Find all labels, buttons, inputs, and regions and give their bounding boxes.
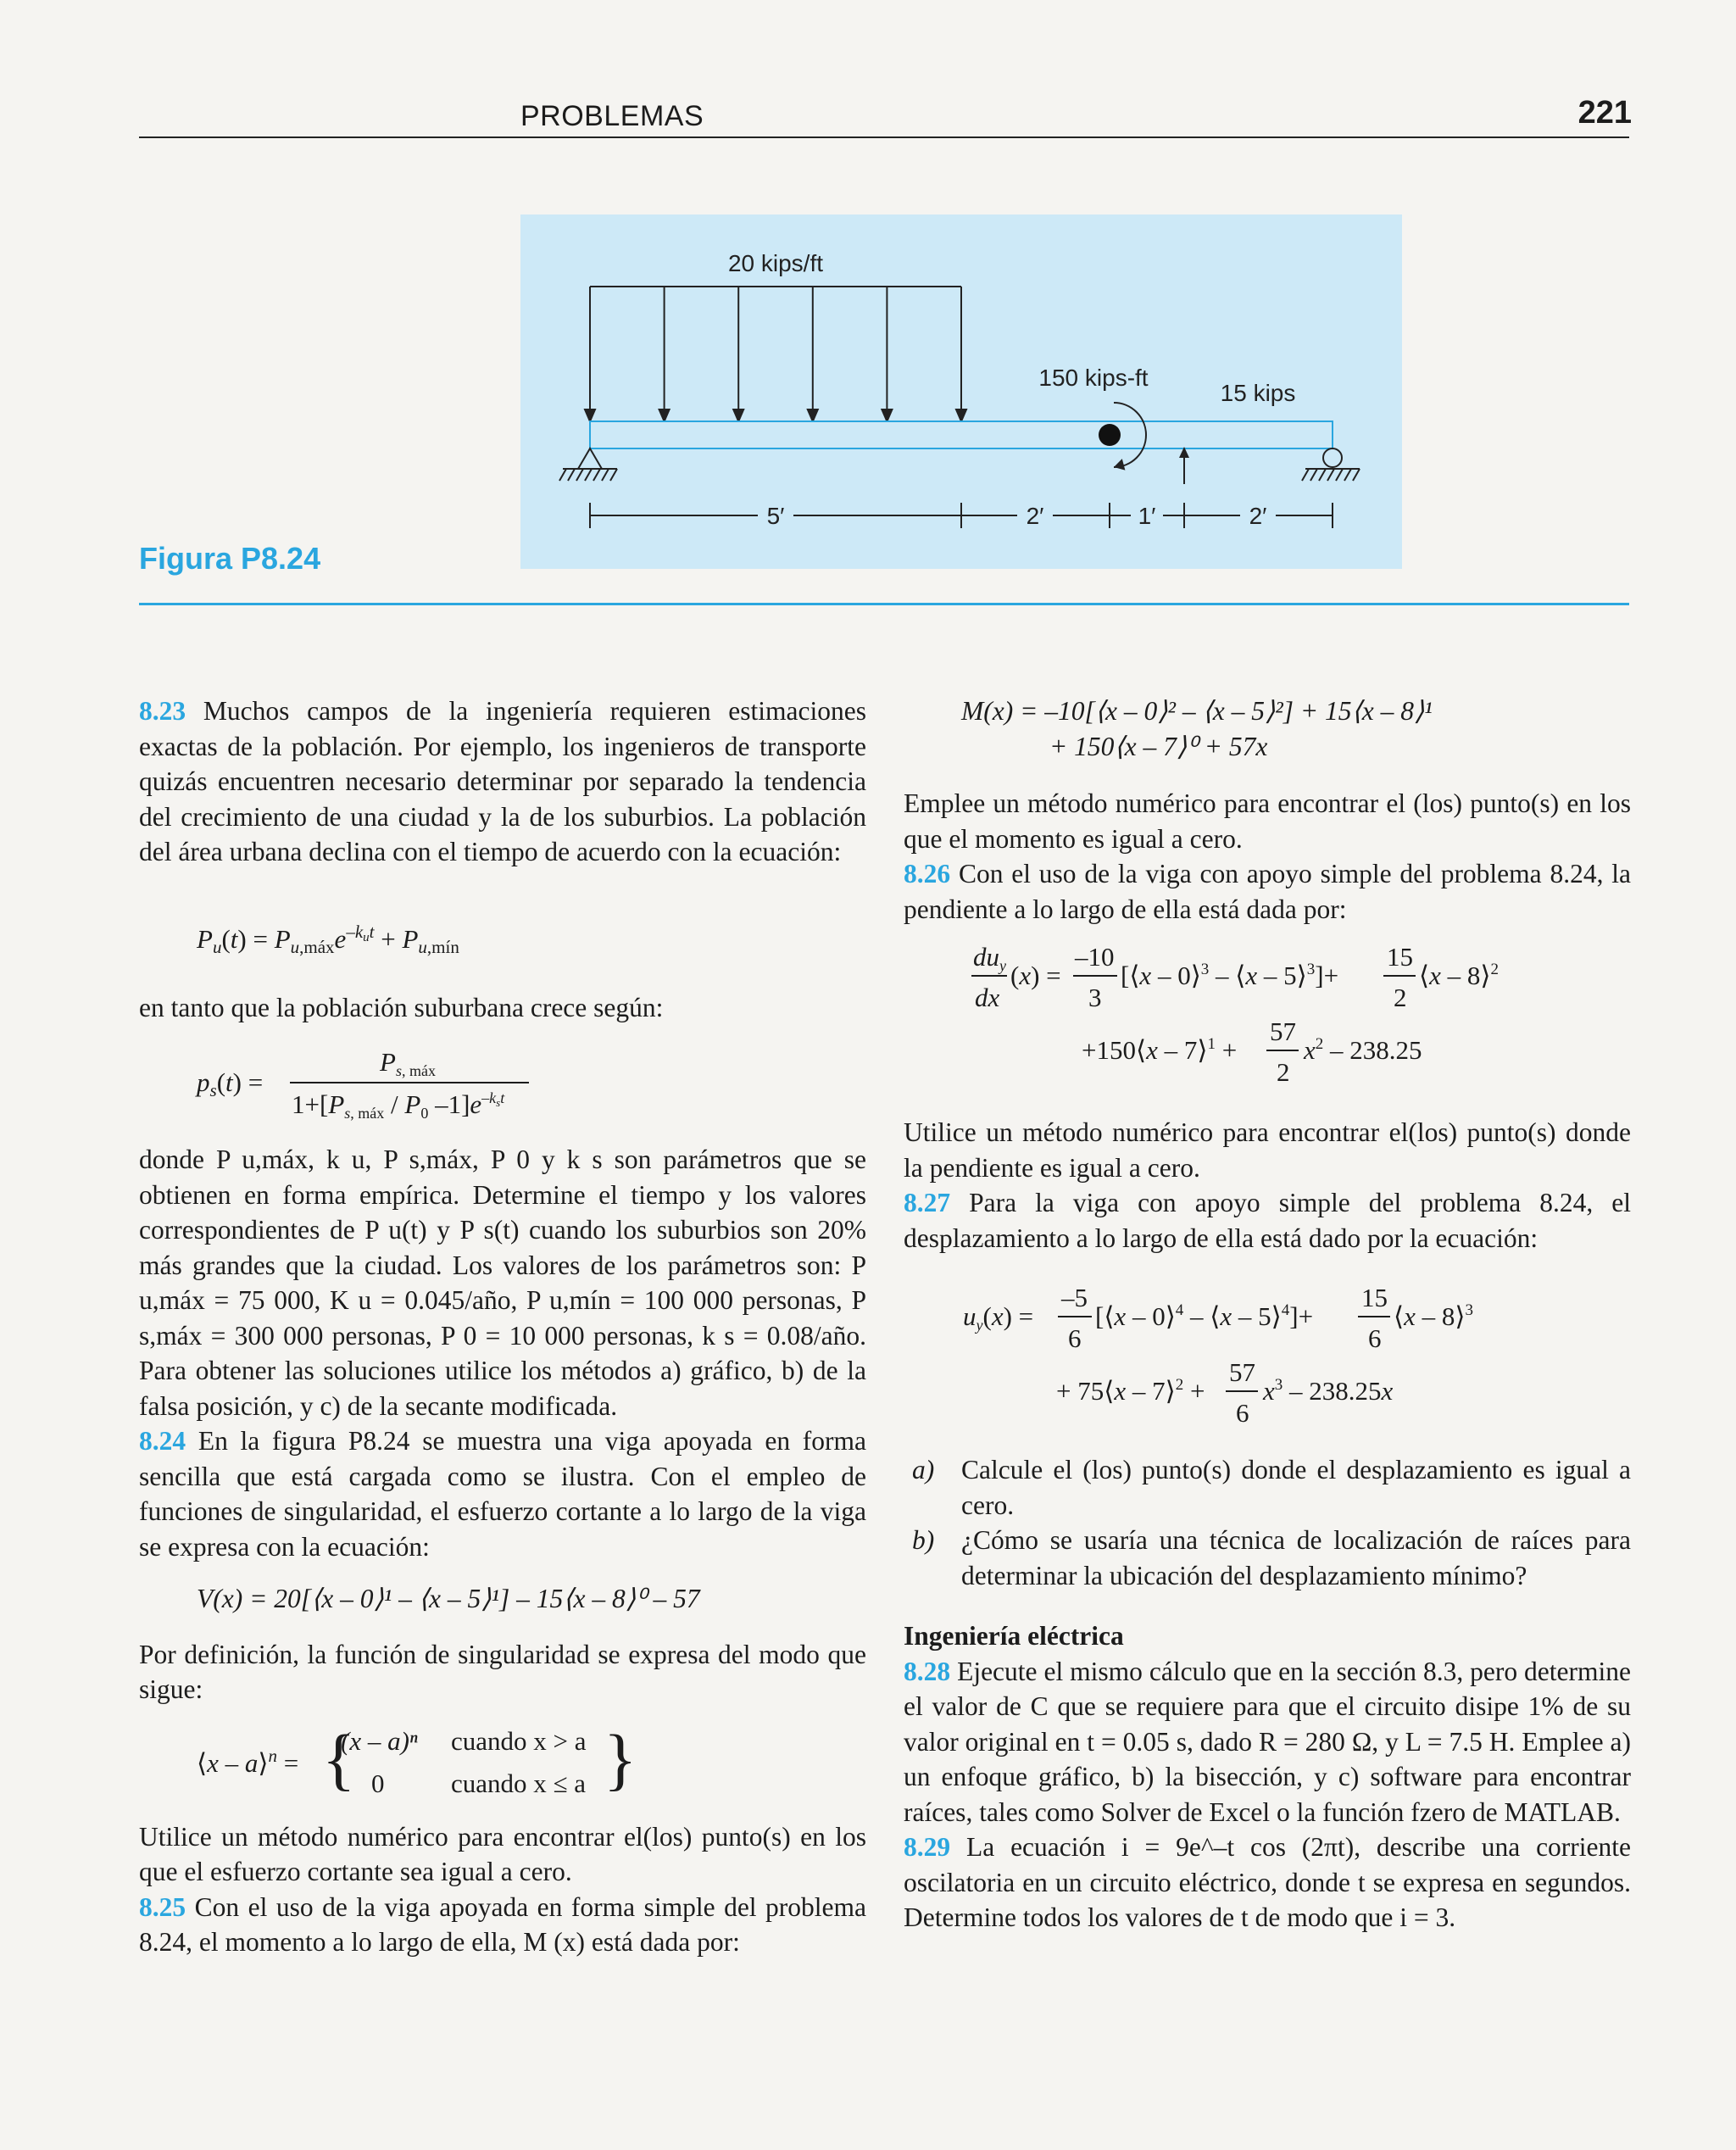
page-number: 221 (1577, 95, 1632, 131)
left-column (139, 693, 866, 1960)
section-heading: Ingeniería eléctrica (904, 1621, 1124, 1651)
svg-text:⟨x – 8⟩3: ⟨x – 8⟩$^3$ (1394, 1301, 1473, 1331)
svg-text:57: 57 (1270, 1017, 1296, 1046)
svg-text:[⟨x – 0⟩4 – ⟨x – 5⟩4]+: [⟨x – 0⟩$^4$ – ⟨x – 5⟩$^4$]+ (1095, 1301, 1314, 1331)
equation-slope-line2 (904, 1015, 1633, 1093)
svg-text:57: 57 (1229, 1357, 1255, 1387)
svg-text:x2 – 238.25: $x^2 - 238.25$ (1304, 1035, 1422, 1065)
problem-text: En la figura P8.24 se muestra una viga apoyada en forma sencilla que está cargada como se ilustra. Con el empleo de funciones de singularidad, el esfuerzo cortante a lo largo de la viga se expresa con la ecuación: (139, 1426, 866, 1562)
svg-text:Pu(t) = Pu,máxe–kut + Pu,mín: Pu(t) = Pu,máxe–kut + Pu,mín (197, 921, 459, 957)
force-label: 15 kips (1220, 380, 1296, 406)
between-equations-text: en tanto que la población suburbana crece según: (139, 992, 664, 1022)
svg-text:3: 3 (1088, 983, 1102, 1012)
svg-text:2: 2 (1394, 983, 1407, 1012)
svg-text:6: 6 (1068, 1323, 1082, 1353)
dim-2ft-b: 2′ (1249, 503, 1267, 529)
problem-8-28 (904, 1654, 1631, 1830)
problem-number: 8.28 (904, 1656, 951, 1686)
problem-8-24-end: Utilice un método numérico para encontrar el(los) punto(s) en los que el esfuerzo cortante sea igual a cero. (139, 1821, 866, 1886)
moment-label: 150 kips-ft (1038, 365, 1149, 391)
case2-cond: cuando x ≤ a (451, 1768, 587, 1798)
problem-text: Para la viga con apoyo simple del problema 8.24, el desplazamiento a lo largo de ella está dado por la ecuación: (904, 1188, 1631, 1253)
problem-number: 8.23 (139, 696, 186, 726)
moment-point (1099, 424, 1121, 446)
problem-8-23-continued: donde P u,máx, k u, P s,máx, P 0 y k s son parámetros que se obtienen en forma empírica. Determine el tiempo y los valores correspondientes de P u(t) y P s(t) cuando los suburbios son 20% más grandes que la ciudad. Los valores de los parámetros son: P u,máx = 75 000, K u = 0.045/año, P u,mín = 100 000 personas, P s,máx = 300 000 personas, P 0 = 10 000 personas, k s = 0.08/año. Para obtener las soluciones utilice los métodos a) gráfico, b) de la falsa posición, y c) de la secante modificada. (139, 1145, 866, 1421)
problem-text: Con el uso de la viga con apoyo simple del problema 8.24, la pendiente a lo largo de ella está dada por: (904, 859, 1632, 924)
problem-number: 8.26 (904, 859, 951, 888)
dimension-line (590, 503, 1333, 528)
problem-number: 8.27 (904, 1188, 951, 1217)
equation-ps (139, 1039, 614, 1120)
item-b (904, 1523, 1631, 1593)
equation-singularity (139, 1719, 637, 1804)
svg-text:ps(t) =: ps(t) = (197, 1067, 264, 1100)
dim-5ft: 5′ (766, 503, 785, 529)
problem-text: La ecuación i = 9e^–t cos (2πt), describe una corriente oscilatoria en un circuito eléctrico, donde t se expresa en segundos. Determine todos los valores de t de modo que i = 3. (904, 1832, 1631, 1932)
load-arrows (585, 287, 966, 421)
moment-arrowhead (1112, 459, 1125, 473)
svg-text:Ps, máx: Ps, máx (380, 1047, 436, 1079)
equation-slope-line1 (904, 933, 1633, 1015)
case2-expr: 0 (371, 1768, 385, 1798)
beam-diagram (520, 214, 1402, 569)
dim-2ft-a: 2′ (1026, 503, 1044, 529)
svg-text:6: 6 (1236, 1398, 1249, 1428)
right-column (904, 693, 1631, 1936)
problem-8-26-end: Utilice un método numérico para encontrar el(los) punto(s) donde la pendiente es igual a cero. (904, 1117, 1631, 1183)
problem-text: Ejecute el mismo cálculo que en la sección 8.3, pero determine el valor de C que se requiere para que el circuito disipe 1% de su valor original en t = 0.05 s, dado R = 280 Ω, y L = 7.5 H. Emplee a) un enfoque gráfico, b) la bisección, y c) software para encontrar raíces, tales como Solver de Excel o la función fzero de MATLAB. (904, 1656, 1631, 1827)
problem-text: Muchos campos de la ingeniería requieren estimaciones exactas de la población. Por ejemplo, los ingenieros de transporte quizás encuentren necesario determinar por separado la tendencia del crecimiento de una ciudad y la de los suburbios. La población del área urbana declina con el tiempo de acuerdo con la ecuación: (139, 696, 866, 866)
problem-8-23 (139, 693, 866, 870)
problem-8-27 (904, 1185, 1631, 1256)
problem-8-29 (904, 1830, 1631, 1936)
case1-cond: cuando x > a (451, 1725, 587, 1756)
svg-text:1+[Ps, máx / P0 –1]e–kst: 1+[Ps, máx / P0 –1]e–kst (292, 1089, 505, 1122)
svg-text:}: } (604, 1719, 637, 1797)
problem-number: 8.29 (904, 1832, 951, 1862)
problem-8-24 (139, 1423, 866, 1564)
svg-text:+150⟨x – 7⟩1 +: +150⟨x – 7⟩$^1$ + (1082, 1035, 1238, 1065)
svg-text:15: 15 (1387, 942, 1413, 972)
equation-disp-line2 (904, 1356, 1633, 1434)
svg-text:dx: dx (975, 983, 1000, 1012)
svg-text:2: 2 (1277, 1057, 1290, 1087)
svg-text:⟨x – a⟩n =: ⟨x – a⟩$^n$ = (197, 1745, 299, 1778)
svg-text:15: 15 (1361, 1283, 1388, 1312)
svg-text:[⟨x – 0⟩3 – ⟨x – 5⟩3]+: [⟨x – 0⟩$^3$ – ⟨x – 5⟩$^3$]+ (1121, 961, 1339, 990)
equation-disp-line1 (904, 1274, 1633, 1356)
svg-text:6: 6 (1368, 1323, 1382, 1353)
problem-number: 8.24 (139, 1426, 186, 1456)
svg-text:–10: –10 (1075, 942, 1115, 972)
case1-expr: (x – a)ⁿ (341, 1725, 418, 1756)
figure-p8-24 (520, 214, 1402, 569)
running-head: PROBLEMAS (520, 100, 704, 132)
svg-text:–5: –5 (1061, 1283, 1088, 1312)
svg-text:+ 75⟨x – 7⟩2 +: + 75⟨x – 7⟩$^2$ + (1056, 1376, 1205, 1406)
item-b-text: ¿Cómo se usaría una técnica de localización de raíces para determinar la ubicación del desplazamiento mínimo? (961, 1525, 1631, 1590)
equation-v: V(x) = 20[⟨x – 0⟩¹ – ⟨x – 5⟩¹] – 15⟨x – 8⟩⁰ – 57 (197, 1584, 700, 1613)
item-b-label: b) (912, 1525, 935, 1555)
item-a (904, 1452, 1631, 1523)
figure-caption: Figura P8.24 (139, 541, 321, 576)
svg-text:(x) =: (x) = (1010, 961, 1061, 990)
load-label: 20 kips/ft (727, 250, 824, 276)
svg-text:x3 – 238.25x: $x^3 - 238.25x$ (1263, 1376, 1394, 1406)
roller-support-icon (1302, 448, 1360, 481)
svg-text:duy: duy (973, 942, 1006, 974)
item-a-label: a) (912, 1455, 935, 1484)
beam (590, 421, 1333, 448)
item-a-text: Calcule el (los) punto(s) donde el desplazamiento es igual a cero. (961, 1455, 1631, 1520)
svg-text:uy(x) =: uy(x) = (963, 1301, 1034, 1334)
pin-support-icon (559, 448, 617, 481)
equation-m-line1: M(x) = –10[⟨x – 0⟩² – ⟨x – 5⟩²] + 15⟨x – 8⟩¹ (961, 696, 1433, 726)
problem-number: 8.25 (139, 1891, 186, 1922)
problem-text: Con el uso de la viga apoyada en forma simple del problema 8.24, el momento a lo largo de ella, M (x) está dada por: (139, 1891, 867, 1957)
svg-text:{: { (322, 1719, 356, 1797)
problem-8-26 (904, 856, 1631, 927)
dim-1ft: 1′ (1138, 503, 1156, 529)
problem-8-25-end: Emplee un método numérico para encontrar el (los) punto(s) en los que el momento es igual a cero. (904, 788, 1631, 854)
equation-pu (139, 922, 614, 956)
problem-8-24-continued: Por definición, la función de singularidad se expresa del modo que sigue: (139, 1639, 866, 1704)
equation-m-line2: + 150⟨x – 7⟩⁰ + 57x (1049, 731, 1268, 761)
svg-text:⟨x – 8⟩2: ⟨x – 8⟩$^2$ (1419, 961, 1499, 990)
problem-8-25 (139, 1890, 866, 1960)
figure-rule (139, 603, 1629, 605)
header-rule (139, 136, 1629, 138)
